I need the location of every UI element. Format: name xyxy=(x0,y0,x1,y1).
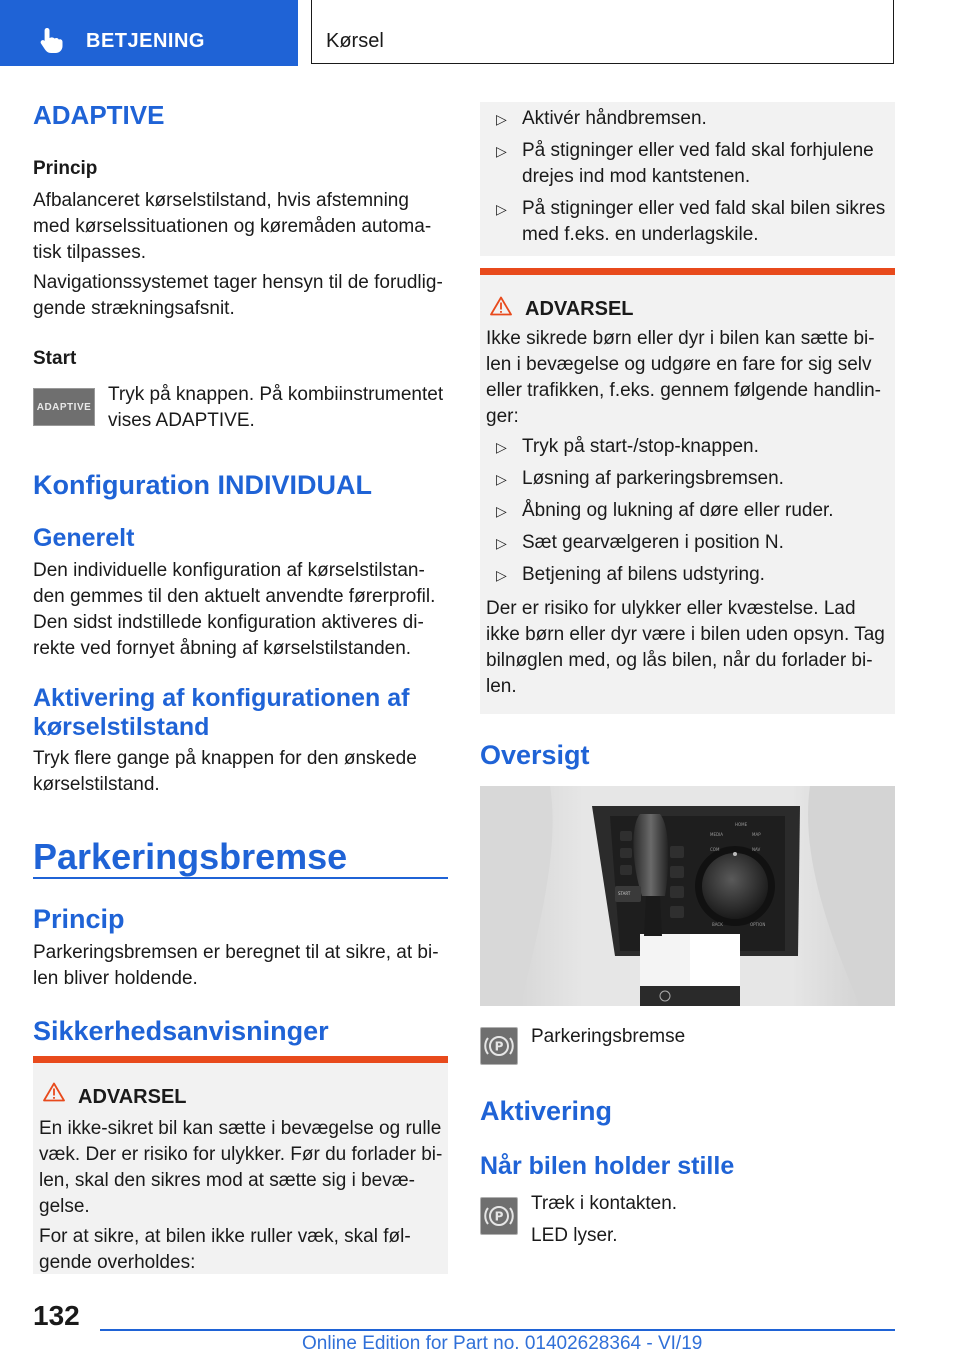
list-item: ▷ Betjening af bilens udstyring. xyxy=(486,562,891,588)
list-item: ▷ Tryk på start-/stop-knappen. xyxy=(486,434,891,460)
oversigt-heading: Oversigt xyxy=(480,740,590,770)
center-console-photo xyxy=(480,786,895,1006)
list-item: ▷ Sæt gearvælgeren i position N. xyxy=(486,530,891,556)
parking-brake-icon xyxy=(480,1027,518,1065)
parkeringsbremse-heading: Parkeringsbremse xyxy=(33,836,348,877)
warning-2-bullet-list xyxy=(486,434,891,594)
sikkerhed-heading: Sikkerhedsanvisninger xyxy=(33,1016,329,1046)
princip-paragraph-2: Navigationssystemet tager hensyn til de forudliggende strækningsafsnit. xyxy=(33,272,443,319)
list-item: ▷ Åbning og lukning af døre eller ruder. xyxy=(486,498,891,524)
adaptive-heading: ADAPTIVE xyxy=(33,100,165,130)
svg-text:P: P xyxy=(494,1209,504,1224)
warning-2-paragraph-2: Der er risiko for ulykker eller kvæstelse. Lad ikke børn eller dyr være i bilen uden opsyn. Tag bilnøglen med, og lås bilen, når du forlader bilen. xyxy=(486,598,885,697)
bullet-marker-icon: ▷ xyxy=(496,111,507,127)
section-title: Kørsel xyxy=(326,30,384,52)
warning-triangle-icon xyxy=(43,1082,65,1102)
svg-text:COM: COM xyxy=(710,847,720,852)
list-item: ▷ Aktivér håndbremsen. xyxy=(486,106,891,132)
bullet-marker-icon: ▷ xyxy=(496,471,507,487)
princip-label: Princip xyxy=(33,158,98,179)
aktivering-heading: Aktivering xyxy=(480,1096,613,1126)
svg-text:MAP: MAP xyxy=(752,832,761,837)
aktivering-konfig-text: Tryk flere gange på knappen for den ønskede kørselstilstand. xyxy=(33,748,417,795)
page-header xyxy=(0,0,960,66)
bullet-marker-icon: ▷ xyxy=(496,439,507,455)
bullet-marker-icon: ▷ xyxy=(496,567,507,583)
footer-edition-link[interactable]: Online Edition for Part no. 01402628364 - VI/19 xyxy=(302,1333,703,1354)
list-item: ▷ Løsning af parkeringsbremsen. xyxy=(486,466,891,492)
bullet-marker-icon: ▷ xyxy=(496,201,507,217)
bullet-marker-icon: ▷ xyxy=(496,535,507,551)
bullet-marker-icon: ▷ xyxy=(496,503,507,519)
adaptive-button-text: ADAPTIVE xyxy=(36,401,92,413)
section-title-box xyxy=(311,0,894,64)
svg-text:MEDIA: MEDIA xyxy=(710,832,723,837)
svg-text:START: START xyxy=(618,891,631,896)
warning-bar xyxy=(480,268,895,275)
warning-box-1 xyxy=(33,1056,448,1274)
warning-2-paragraph-1: Ikke sikrede børn eller dyr i bilen kan sætte bilen i bevægelse og udgøre en fare for sig selv eller trafikken, f.eks. gennem følgende handlinger: xyxy=(486,328,881,427)
aktivering-konfig-heading: Aktivering af konfigurationen af kørselstilstand xyxy=(33,684,410,741)
holder-stille-p2: LED lyser. xyxy=(531,1225,618,1246)
bullet-marker-icon: ▷ xyxy=(496,143,507,159)
chapter-tab[interactable] xyxy=(0,0,298,66)
heading-underline xyxy=(33,877,448,879)
generelt-heading: Generelt xyxy=(33,524,135,552)
bullet-list-top xyxy=(486,106,891,254)
svg-text:BACK: BACK xyxy=(712,922,723,927)
warning-1-paragraph-1: En ikke-sikret bil kan sætte i bevægelse og rulle væk. Der er risiko for ulykker. Før du forlader bilen, skal den sikres mod at sætte sig i bevægelse. xyxy=(39,1118,443,1217)
chapter-tab-label: BETJENING xyxy=(86,30,205,52)
parkbrake-label: Parkeringsbremse xyxy=(531,1026,686,1047)
warning-box-2 xyxy=(480,268,895,714)
holder-stille-heading: Når bilen holder stille xyxy=(480,1152,735,1180)
svg-text:HOME: HOME xyxy=(735,822,748,827)
princip-heading: Princip xyxy=(33,904,125,934)
princip-text: Parkeringsbremsen er beregnet til at sikre, at bilen bliver holdende. xyxy=(33,942,439,989)
generelt-text: Den individuelle konfiguration af kørselstilstanden gemmes til den aktuelt anvendte førerprofil. Den sidst indstillede konfiguration aktiveres direkte ved fornyet åbning af kørselstilstanden. xyxy=(33,560,436,659)
svg-text:NAV: NAV xyxy=(752,847,761,852)
parking-brake-icon-glyph xyxy=(481,1198,517,1234)
svg-text:P: P xyxy=(494,1039,504,1054)
warning-box-1-continued xyxy=(480,102,895,256)
pointing-hand-icon xyxy=(38,26,66,54)
holder-stille-p1: Træk i kontakten. xyxy=(531,1193,678,1214)
list-item: ▷ På stigninger eller ved fald skal bilen sikres med f.eks. en underlagskile. xyxy=(496,198,886,245)
konfiguration-heading: Konfiguration INDIVIDUAL xyxy=(33,470,372,500)
footer-divider xyxy=(100,1329,895,1331)
warning-2-title: ADVARSEL xyxy=(525,298,634,320)
parking-brake-icon-glyph xyxy=(481,1028,517,1064)
page-number: 132 xyxy=(33,1300,80,1331)
list-item: ▷ På stigninger eller ved fald skal forhjulene drejes ind mod kantstenen. xyxy=(496,140,874,187)
warning-bar xyxy=(33,1056,448,1063)
parking-brake-icon xyxy=(480,1197,518,1235)
start-label: Start xyxy=(33,348,77,369)
warning-1-paragraph-2: For at sikre, at bilen ikke ruller væk, skal følgende overholdes: xyxy=(39,1226,411,1273)
warning-triangle-icon xyxy=(490,296,512,316)
warning-1-title: ADVARSEL xyxy=(78,1086,187,1108)
start-text: Tryk på knappen. På kombiinstrumentet vises ADAPTIVE. xyxy=(108,384,444,431)
svg-text:OPTION: OPTION xyxy=(750,922,766,927)
adaptive-button-image xyxy=(33,388,95,426)
princip-paragraph-1: Afbalanceret kørselstilstand, hvis afstemning med kørselssituationen og køremåden automatisk tilpasses. xyxy=(33,190,432,263)
